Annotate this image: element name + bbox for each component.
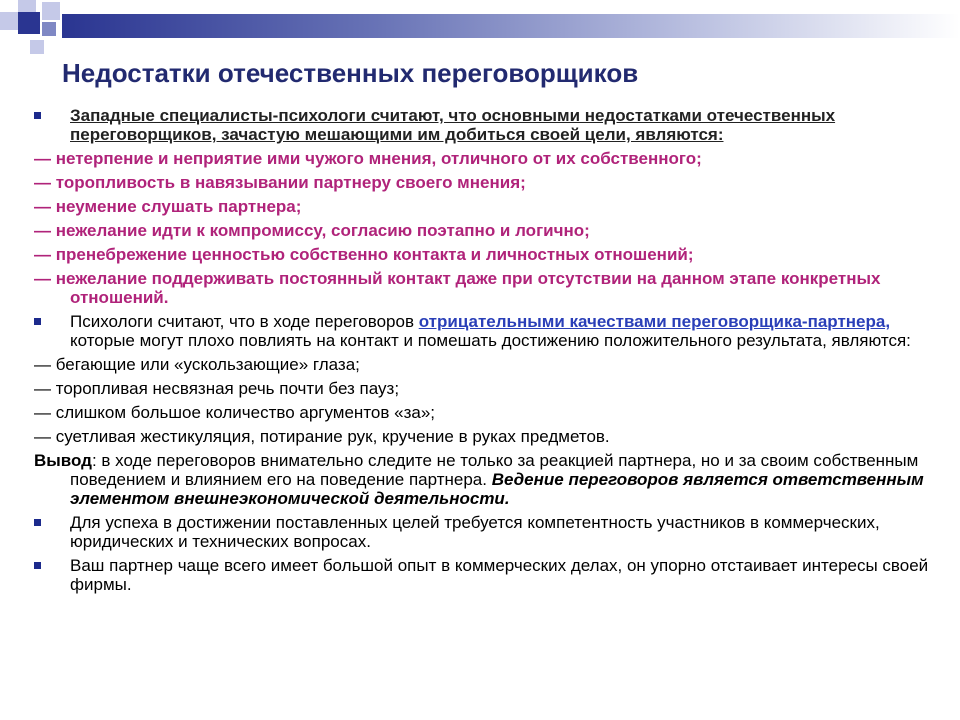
psych-text-before: Психологи считают, что в ходе переговоров [70, 312, 419, 331]
psych-paragraph [34, 312, 938, 350]
negative-qualities-link[interactable]: отрицательными качествами переговорщика-партнера, [418, 312, 891, 331]
decor-square [42, 22, 56, 36]
decor-square [18, 0, 36, 12]
gradient-bar [62, 14, 960, 38]
conclusion-text: : в ходе переговоров внимательно следите не только за реакцией партнера, но и за своим собственным поведением и влиянием его на поведение партнера. [70, 451, 919, 489]
deficiency-item: — торопливость в навязывании партнеру своего мнения; [34, 173, 526, 192]
decor-square [30, 40, 44, 54]
partner-text: Ваш партнер чаще всего имеет большой опыт в коммерческих делах, он упорно отстаивает интересы своей фирмы. [70, 556, 929, 594]
decor-square [18, 12, 40, 34]
square-bullet-icon [34, 318, 41, 325]
success-text: Для успеха в достижении поставленных целей требуется компетентность участников в коммерческих, юридических и технических вопросах. [70, 513, 880, 551]
success-paragraph [34, 513, 938, 551]
slide-title: Недостатки отечественных переговорщиков [62, 58, 639, 88]
deficiency-item: — неумение слушать партнера; [34, 197, 302, 216]
intro-paragraph [34, 106, 938, 144]
square-bullet-icon [34, 562, 41, 569]
decor-square [42, 2, 60, 20]
decor-square [0, 12, 18, 30]
conclusion-label: Вывод [34, 451, 92, 470]
negative-item: — суетливая жестикуляция, потирание рук, кручение в руках предметов. [34, 427, 610, 446]
psych-text-after: которые могут плохо повлиять на контакт и помешать достижению положительного результата, являются: [70, 331, 911, 350]
deficiency-item: — нежелание поддерживать постоянный контакт даже при отсутствии на данном этапе конкретных отношений. [34, 269, 881, 307]
header-decoration [0, 0, 960, 60]
square-bullet-icon [34, 112, 41, 119]
intro-text: Западные специалисты-психологи считают, что основными недостатками отечественных переговорщиков, зачастую мешающими им добиться своей цели, являются: [70, 106, 836, 144]
slide-content [34, 106, 938, 599]
negative-item: — бегающие или «ускользающие» глаза; [34, 355, 360, 374]
square-bullet-icon [34, 519, 41, 526]
conclusion-paragraph [34, 451, 938, 508]
conclusion-emphasis: Ведение переговоров является ответственным элементом внешнеэкономической деятельности. [70, 470, 924, 508]
partner-paragraph [34, 556, 938, 594]
deficiency-item: — нежелание идти к компромиссу, согласию поэтапно и логично; [34, 221, 590, 240]
negative-item: — слишком большое количество аргументов «за»; [34, 403, 436, 422]
deficiency-item: — нетерпение и неприятие ими чужого мнения, отличного от их собственного; [34, 149, 702, 168]
negative-item: — торопливая несвязная речь почти без пауз; [34, 379, 400, 398]
deficiency-item: — пренебрежение ценностью собственно контакта и личностных отношений; [34, 245, 694, 264]
